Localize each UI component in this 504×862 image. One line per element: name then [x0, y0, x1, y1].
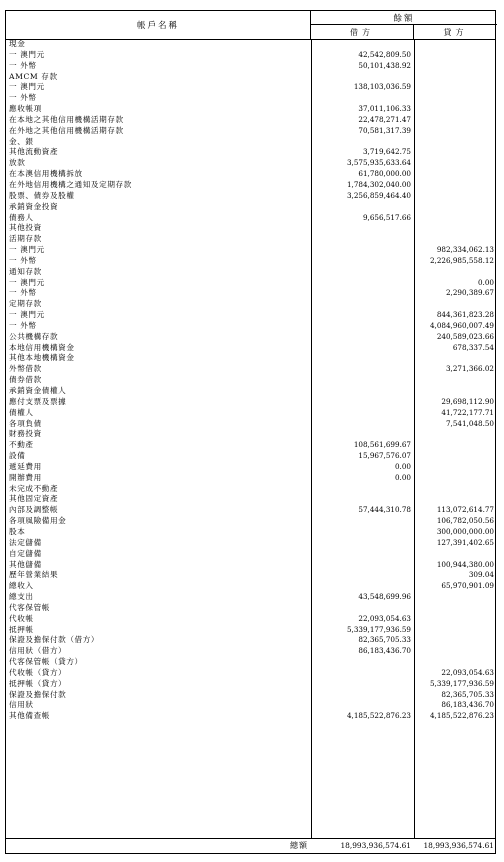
credit-header: 貸方: [443, 27, 468, 37]
account-name-cell: 代收帳: [9, 613, 34, 623]
account-name-cell: 內部及調整帳: [9, 505, 59, 515]
table-row: [6, 397, 495, 408]
account-name-cell: 債權人: [9, 407, 34, 417]
table-row: [6, 278, 495, 289]
table-row: [6, 223, 495, 234]
account-name-cell: 開辦費用: [9, 472, 42, 482]
account-name-cell: 活期存款: [9, 234, 42, 244]
table-row: [6, 657, 495, 668]
account-name-cell: 現金: [9, 39, 26, 48]
account-name-cell: 總支出: [9, 592, 34, 602]
account-name-cell: 歷年營業結果: [9, 570, 59, 580]
account-name-cell: 定期存款: [9, 299, 42, 309]
debit-cell: 3,719,642.75: [362, 147, 411, 157]
account-name-cell: 代收帳（貸方）: [9, 667, 67, 677]
table-row: [6, 635, 495, 646]
debit-cell: 3,256,859,464.40: [346, 190, 411, 200]
debit-cell: 61,780,000.00: [358, 169, 411, 179]
table-row: [6, 679, 495, 690]
debit-cell: 57,444,310.78: [358, 505, 411, 515]
credit-cell: 41,722,177.71: [441, 407, 494, 417]
table-row: [6, 353, 495, 364]
account-name-cell: 其他儲備: [9, 559, 42, 569]
table-row: [6, 245, 495, 256]
table-row: [6, 332, 495, 343]
account-name-cell: 未完成不動產: [9, 483, 59, 493]
credit-cell: 86,183,436.70: [441, 700, 494, 710]
account-name-cell: 債券借款: [9, 375, 42, 385]
account-name-cell: 遞延費用: [9, 461, 42, 471]
credit-cell: 106,782,050.56: [436, 516, 494, 526]
table-row: [6, 603, 495, 614]
account-name-header: 帳戶名稱: [6, 11, 311, 39]
table-row: [6, 191, 495, 202]
debit-cell: 4,185,522,876.23: [346, 711, 411, 721]
debit-header: 借方: [311, 25, 414, 39]
table-row: [6, 440, 495, 451]
debit-cell: 50,101,438.92: [358, 60, 411, 70]
table-body: [6, 39, 495, 722]
table-row: [6, 408, 495, 419]
account-name-cell: 一 澳門元: [9, 49, 45, 59]
table-row: [6, 61, 495, 72]
debit-cell: 5,339,177,936.59: [346, 624, 411, 634]
account-name-cell: 財務投資: [9, 429, 42, 439]
debit-cell: 138,103,036.59: [353, 82, 411, 92]
table-row: [6, 115, 495, 126]
table-row: [6, 625, 495, 636]
debit-cell: 43,548,699.96: [358, 592, 411, 602]
credit-cell: 982,334,062.13: [436, 245, 494, 255]
account-name-cell: 股票、債券及股權: [9, 190, 75, 200]
debit-cell: 108,561,699.67: [353, 440, 411, 450]
account-name-cell: 各項負債: [9, 418, 42, 428]
table-row: [6, 39, 495, 50]
account-name-cell: 設備: [9, 451, 26, 461]
account-name-cell: 在本澳信用機構拆放: [9, 169, 83, 179]
account-name-cell: 各項風險備用金: [9, 516, 67, 526]
debit-cell: 70,581,317.39: [358, 125, 411, 135]
debit-cell: 1,784,302,040.00: [346, 179, 411, 189]
account-name-cell: 不動產: [9, 440, 34, 450]
balance-sheet-table: [5, 10, 496, 854]
credit-cell: 113,072,614.77: [436, 505, 494, 515]
account-name-cell: 抵押帳: [9, 624, 34, 634]
table-row: [6, 462, 495, 473]
account-name-cell: 一 外幣: [9, 60, 37, 70]
table-row: [6, 50, 495, 61]
table-row: [6, 516, 495, 527]
debit-cell: 22,478,271.47: [358, 114, 411, 124]
table-row: [6, 299, 495, 310]
account-name-cell: 一 外幣: [9, 320, 37, 330]
credit-cell: 29,698,112.90: [441, 396, 494, 406]
table-row: [6, 213, 495, 224]
account-name-cell: 總收入: [9, 581, 34, 591]
table-row: [6, 126, 495, 137]
table-row: [6, 451, 495, 462]
account-name-cell: 公共機構存款: [9, 331, 59, 341]
table-row: [6, 570, 495, 581]
table-row: [6, 158, 495, 169]
debit-cell: 0.00: [394, 472, 411, 482]
debit-cell: 37,011,106.33: [358, 104, 411, 114]
account-name-cell: 外幣借款: [9, 364, 42, 374]
table-row: [6, 169, 495, 180]
table-row: [6, 147, 495, 158]
account-name-cell: 在外地信用機構之通知及定期存款: [9, 179, 132, 189]
table-row: [6, 288, 495, 299]
table-row: [6, 202, 495, 213]
credit-cell: 2,226,985,558.12: [429, 255, 494, 265]
table-row: [6, 668, 495, 679]
credit-cell: 22,093,054.63: [441, 667, 494, 677]
table-row: [6, 82, 495, 93]
account-name-cell: 其他備查帳: [9, 711, 50, 721]
account-name-cell: 金、銀: [9, 136, 34, 146]
account-name-cell: 通知存款: [9, 266, 42, 276]
debit-cell: 9,656,517.66: [362, 212, 411, 222]
account-name-cell: 自定儲備: [9, 548, 42, 558]
credit-cell: 4,084,960,007.49: [429, 320, 494, 330]
account-name-cell: 信用狀: [9, 700, 34, 710]
table-row: [6, 321, 495, 332]
account-name-cell: 信用狀（借方）: [9, 646, 67, 656]
table-row: [6, 527, 495, 538]
credit-cell: 4,185,522,876.23: [429, 711, 494, 721]
table-row: [6, 375, 495, 386]
account-name-cell: 債務人: [9, 212, 34, 222]
account-name-cell: 一 外幣: [9, 93, 37, 103]
account-name-cell: 本地信用機構資金: [9, 342, 75, 352]
total-debit: 18,993,936,574.61: [340, 841, 411, 850]
table-row: [6, 711, 495, 722]
debit-cell: 22,093,054.63: [358, 613, 411, 623]
credit-cell: 300,000,000.00: [436, 526, 494, 536]
account-name-cell: 承銷資金投資: [9, 201, 59, 211]
credit-cell: 2,290,389.67: [445, 288, 494, 298]
table-row: [6, 505, 495, 516]
table-row: [6, 256, 495, 267]
credit-cell: 844,361,823.28: [436, 310, 494, 320]
table-row: [6, 104, 495, 115]
table-header: [6, 11, 495, 40]
debit-cell: 42,542,809.50: [358, 49, 411, 59]
debit-cell: 82,365,705.33: [358, 635, 411, 645]
credit-cell: 100,944,380.00: [436, 559, 494, 569]
table-row: [6, 646, 495, 657]
total-label: 總額: [290, 841, 308, 850]
account-name-cell: 代客保管帳: [9, 602, 50, 612]
account-name-cell: 應付支票及票據: [9, 396, 67, 406]
table-row: [6, 93, 495, 104]
credit-cell: 127,391,402.65: [436, 537, 494, 547]
table-row: [6, 549, 495, 560]
account-name-cell: 應收帳項: [9, 104, 42, 114]
account-name-cell: 其他投資: [9, 223, 42, 233]
debit-cell: 0.00: [394, 461, 411, 471]
credit-cell: 65,970,901.09: [441, 581, 494, 591]
table-row: [6, 429, 495, 440]
table-row: [6, 494, 495, 505]
account-name-cell: 保證及擔保付款: [9, 689, 67, 699]
credit-cell: 3,271,366.02: [445, 364, 494, 374]
balance-header: 餘額: [311, 11, 497, 25]
table-row: [6, 72, 495, 83]
table-row: [6, 700, 495, 711]
table-row: [6, 484, 495, 495]
account-name-cell: 一 澳門元: [9, 310, 45, 320]
total-credit: 18,993,936,574.61: [423, 841, 494, 850]
account-name-cell: 一 外幣: [9, 255, 37, 265]
account-name-cell: AMCM 存款: [9, 71, 58, 81]
debit-cell: 15,967,576.07: [358, 451, 411, 461]
table-row: [6, 538, 495, 549]
account-name-cell: 法定儲備: [9, 537, 42, 547]
table-row: [6, 614, 495, 625]
table-row: [6, 267, 495, 278]
account-name-cell: 放款: [9, 158, 26, 168]
table-row: [6, 592, 495, 603]
table-row: [6, 581, 495, 592]
table-row: [6, 690, 495, 701]
credit-cell: 82,365,705.33: [441, 689, 494, 699]
table-row: [6, 180, 495, 191]
account-name-cell: 一 澳門元: [9, 245, 45, 255]
account-name-cell: 在本地之其他信用機構活期存款: [9, 114, 124, 124]
credit-cell: 240,589,023.66: [436, 331, 494, 341]
table-row: [6, 364, 495, 375]
account-name-cell: 在外地之其他信用機構活期存款: [9, 125, 124, 135]
account-name-cell: 一 外幣: [9, 288, 37, 298]
table-row: [6, 137, 495, 148]
credit-cell: 7,541,048.50: [445, 418, 494, 428]
table-row: [6, 234, 495, 245]
total-row: [6, 838, 495, 853]
account-name-cell: 其他固定資產: [9, 494, 59, 504]
account-name-cell: 一 澳門元: [9, 82, 45, 92]
table-row: [6, 419, 495, 430]
credit-cell: 309.04: [468, 570, 494, 580]
account-name-cell: 一 澳門元: [9, 277, 45, 287]
table-row: [6, 343, 495, 354]
table-row: [6, 560, 495, 571]
account-name-cell: 其他本地機構資金: [9, 353, 75, 363]
table-row: [6, 310, 495, 321]
credit-cell: 0.00: [477, 277, 494, 287]
credit-cell: 678,337.54: [452, 342, 494, 352]
account-name-cell: 其他流動資產: [9, 147, 59, 157]
account-name-cell: 保證及擔保付款（借方）: [9, 635, 100, 645]
table-row: [6, 386, 495, 397]
credit-cell: 5,339,177,936.59: [429, 678, 494, 688]
account-name-cell: 承銷資金債權人: [9, 386, 67, 395]
table-row: [6, 473, 495, 484]
account-name-cell: 代客保管帳（貸方）: [9, 657, 83, 667]
debit-cell: 3,575,935,633.64: [346, 158, 411, 168]
debit-cell: 86,183,436.70: [358, 646, 411, 656]
account-name-cell: 抵押帳（貸方）: [9, 678, 67, 688]
account-name-cell: 股本: [9, 526, 26, 536]
